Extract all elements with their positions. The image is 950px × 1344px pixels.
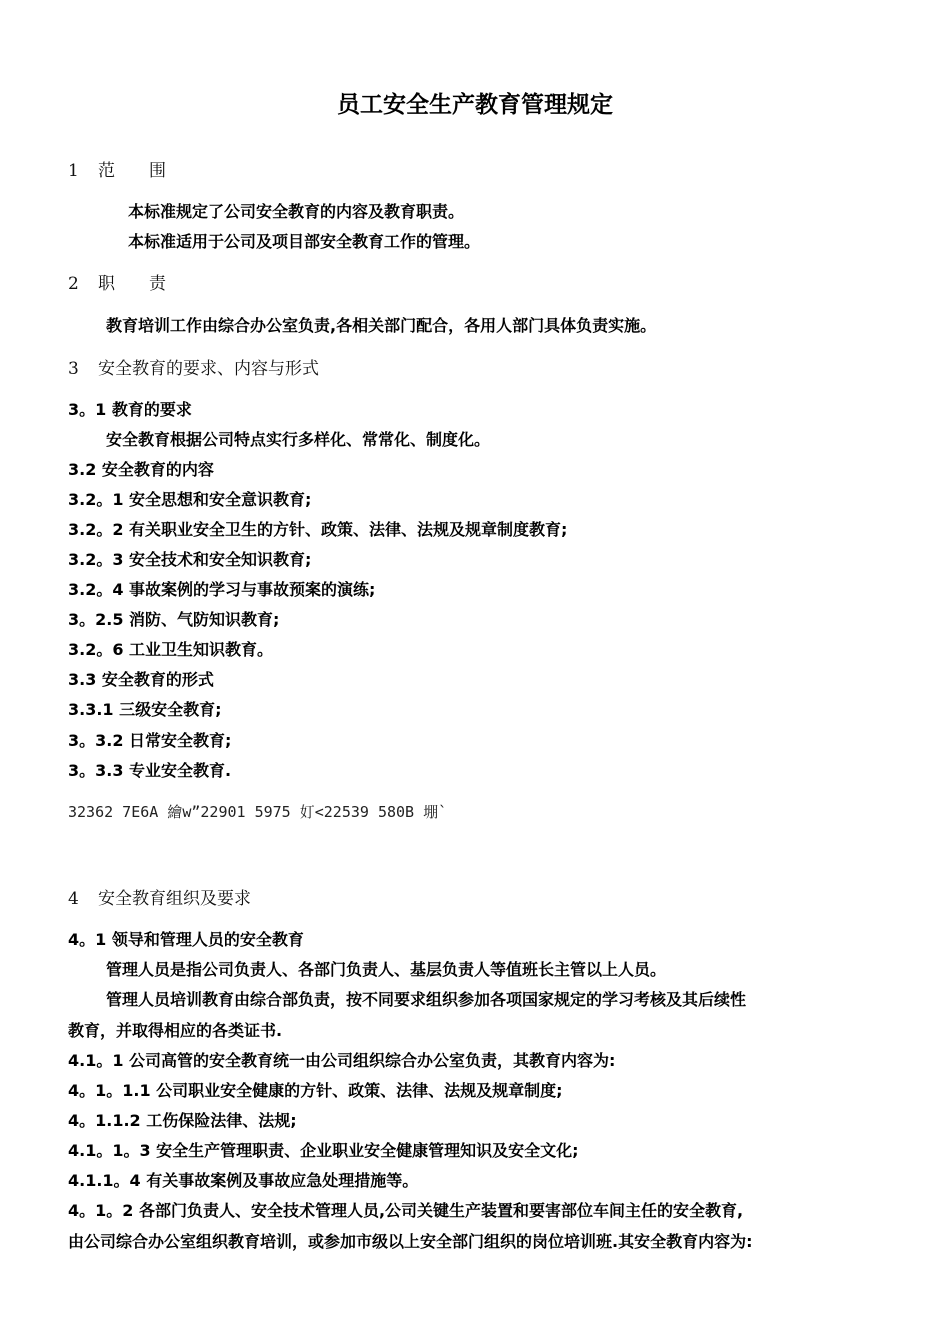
- list-item: 4.1。1。3 安全生产管理职责、企业职业安全健康管理知识及安全文化;: [68, 1141, 579, 1160]
- section-4-heading: [68, 884, 251, 909]
- list-item: 4。1。2 各部门负责人、安全技术管理人员,公司关键生产装置和要害部位车间主任的安全教育,: [68, 1201, 744, 1220]
- subsection-heading: 3.2 安全教育的内容: [68, 460, 214, 479]
- paragraph: 安全教育根据公司特点实行多样化、常常化、制度化。: [106, 430, 491, 449]
- list-item: 3.2。6 工业卫生知识教育。: [68, 640, 274, 659]
- section-2-heading: [68, 269, 166, 294]
- subsection-heading: 4。1 领导和管理人员的安全教育: [68, 930, 304, 949]
- paragraph: 管理人员培训教育由综合部负责，按不同要求组织参加各项国家规定的学习考核及其后续性: [106, 990, 747, 1009]
- section-number: 4: [68, 889, 79, 909]
- section-number: 2: [68, 274, 79, 294]
- list-item: 3.2。2 有关职业安全卫生的方针、政策、法律、法规及规章制度教育;: [68, 520, 568, 539]
- subsection-heading: 3。1 教育的要求: [68, 400, 192, 419]
- paragraph: 管理人员是指公司负责人、各部门负责人、基层负责人等值班长主管以上人员。: [106, 960, 667, 979]
- paragraph-continuation: 教育，并取得相应的各类证书.: [68, 1021, 283, 1040]
- list-item: 3。3.3 专业安全教育.: [68, 761, 232, 780]
- list-item: 4。1。1.1 公司职业安全健康的方针、政策、法律、法规及规章制度;: [68, 1081, 563, 1100]
- list-item: 4.1。1 公司高管的安全教育统一由公司组织综合办公室负责，其教育内容为:: [68, 1051, 616, 1070]
- paragraph: 本标准适用于公司及项目部安全教育工作的管理。: [128, 232, 481, 251]
- section-3-heading: [68, 354, 319, 379]
- list-item: 3.2。1 安全思想和安全意识教育;: [68, 490, 312, 509]
- section-number: 1: [68, 161, 79, 181]
- list-item: 3.2。3 安全技术和安全知识教育;: [68, 550, 312, 569]
- list-item: 3.3.1 三级安全教育;: [68, 700, 222, 719]
- paragraph: 本标准规定了公司安全教育的内容及教育职责。: [128, 202, 465, 221]
- list-item: 4.1.1。4 有关事故案例及事故应急处理措施等。: [68, 1171, 419, 1190]
- list-item: 4。1.1.2 工伤保险法律、法规;: [68, 1111, 297, 1130]
- list-item: 3。2.5 消防、气防知识教育;: [68, 610, 280, 629]
- section-label: 范 围: [98, 161, 166, 181]
- garbled-text-line: 32362 7E6A 繪w”22901 5975 奵<22539 580B 堋`: [68, 803, 448, 821]
- section-1-heading: [68, 156, 166, 181]
- list-item: 3。3.2 日常安全教育;: [68, 731, 232, 750]
- paragraph: 教育培训工作由综合办公室负责,各相关部门配合，各用人部门具体负责实施。: [106, 316, 657, 335]
- section-label: 安全教育的要求、内容与形式: [98, 359, 319, 379]
- section-number: 3: [68, 359, 79, 379]
- document-title: 员工安全生产教育管理规定: [337, 92, 613, 118]
- subsection-heading: 3.3 安全教育的形式: [68, 670, 214, 689]
- section-label: 安全教育组织及要求: [98, 889, 251, 909]
- section-label: 职 责: [98, 274, 166, 294]
- paragraph-continuation: 由公司综合办公室组织教育培训，或参加市级以上安全部门组织的岗位培训班.其安全教育内容为:: [68, 1232, 753, 1251]
- list-item: 3.2。4 事故案例的学习与事故预案的演练;: [68, 580, 376, 599]
